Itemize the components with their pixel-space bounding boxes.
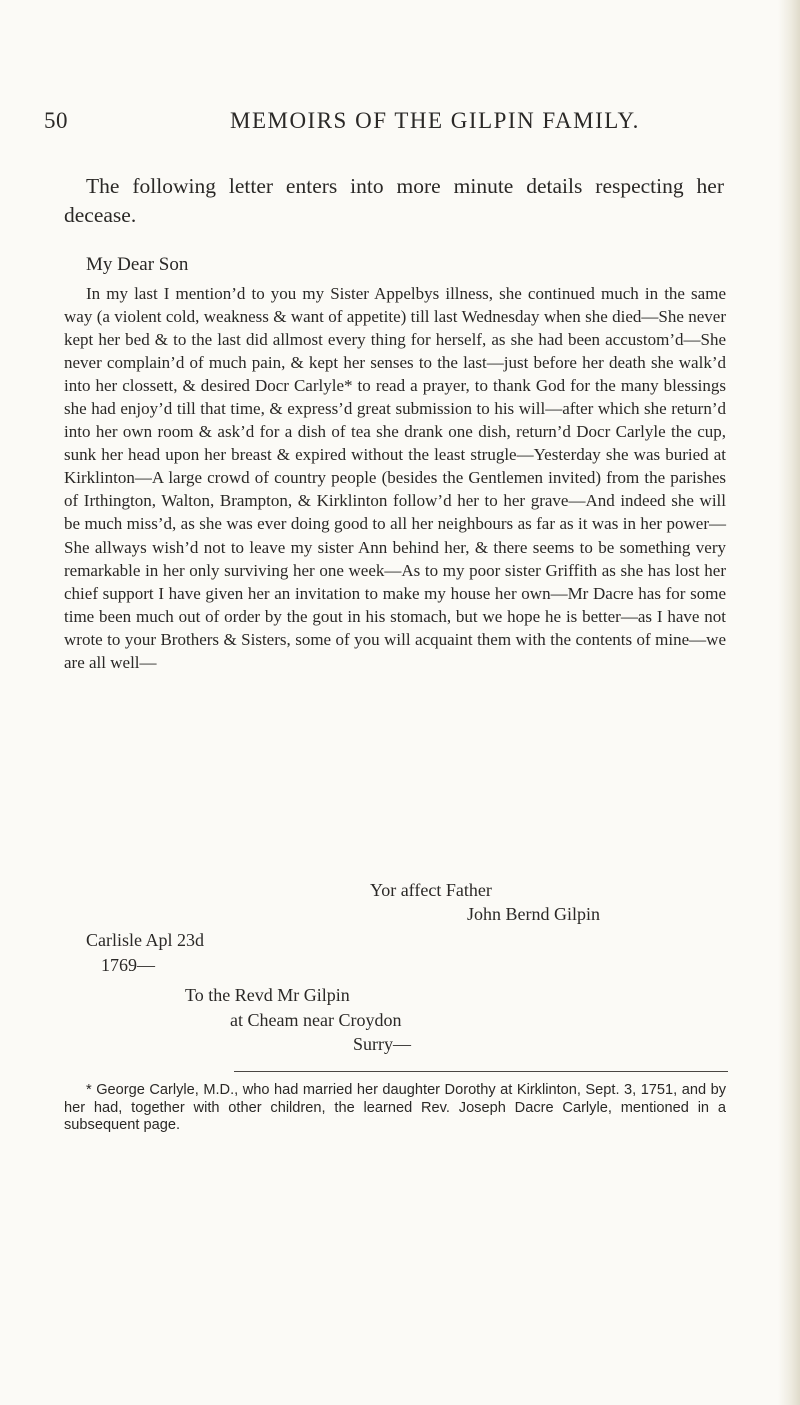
footnote: * George Carlyle, M.D., who had married her daughter Dorothy at Kirklinton, Sept. 3, 1751, and by her had, together with other children, the learned Rev. Joseph Dacre Carlyle, mentioned in a subsequent page. [64,1082,726,1133]
letter-place-date: Carlisle Apl 23d [86,930,204,950]
footnote-divider [234,1071,728,1072]
address-line-3: Surry— [353,1034,411,1054]
letter-year: 1769— [101,955,155,975]
letter-body: In my last I mention’d to you my Sister Appelbys illness, she continued much in the same way (a violent cold, weakness & want of appetite) till last Wednesday when she died—She never kept her bed & to the last did allmost every thing for herself, as she had been accustom’d—She never complain’d of much pain, & kept her senses to the last—just before her death she walk’d into her clossett, & desired Docr Carlyle* to read a prayer, to thank God for the many blessings she had enjoy’d till that time, & express’d great submission to his will—after which she return’d into her own room & ask’d for a dish of tea she drank one dish, return’d Docr Carlyle the cup, sunk her head upon her breast & expired without the least strugle—Yesterday she was buried at Kirklinton—A large crowd of country people (besides the Gentlemen invited) from the parishes of Irthington, Walton, Brampton, & Kirklinton follow’d her to her grave—And indeed she will be much miss’d, as she was ever doing good to all her neighbours as far as it was in her power—She allways wish’d not to leave my sister Ann behind her, & there seems to be something very remarkable in her only surviving her one week—As to my poor sister Griffith as she has lost her chief support I have given her an invitation to make my house her own—Mr Dacre has for some time been much out of order by the gout in his stomach, but we hope he is better—as I have not wrote to your Brothers & Sisters, some of you will acquaint them with the contents of mine—we are all well— [64,284,726,672]
intro-paragraph: The following letter enters into more minute details respecting her decease. [64,174,724,227]
page-number: 50 [44,108,68,133]
letter-salutation: My Dear Son [86,254,189,275]
address-line-2: at Cheam near Croydon [230,1010,402,1030]
letter-signoff: Yor affect Father [370,880,492,900]
page-edge-shadow [778,0,800,1405]
letter-signature: John Bernd Gilpin [467,904,600,924]
running-head: MEMOIRS OF THE GILPIN FAMILY. [230,108,640,133]
address-line-1: To the Revd Mr Gilpin [185,985,350,1005]
